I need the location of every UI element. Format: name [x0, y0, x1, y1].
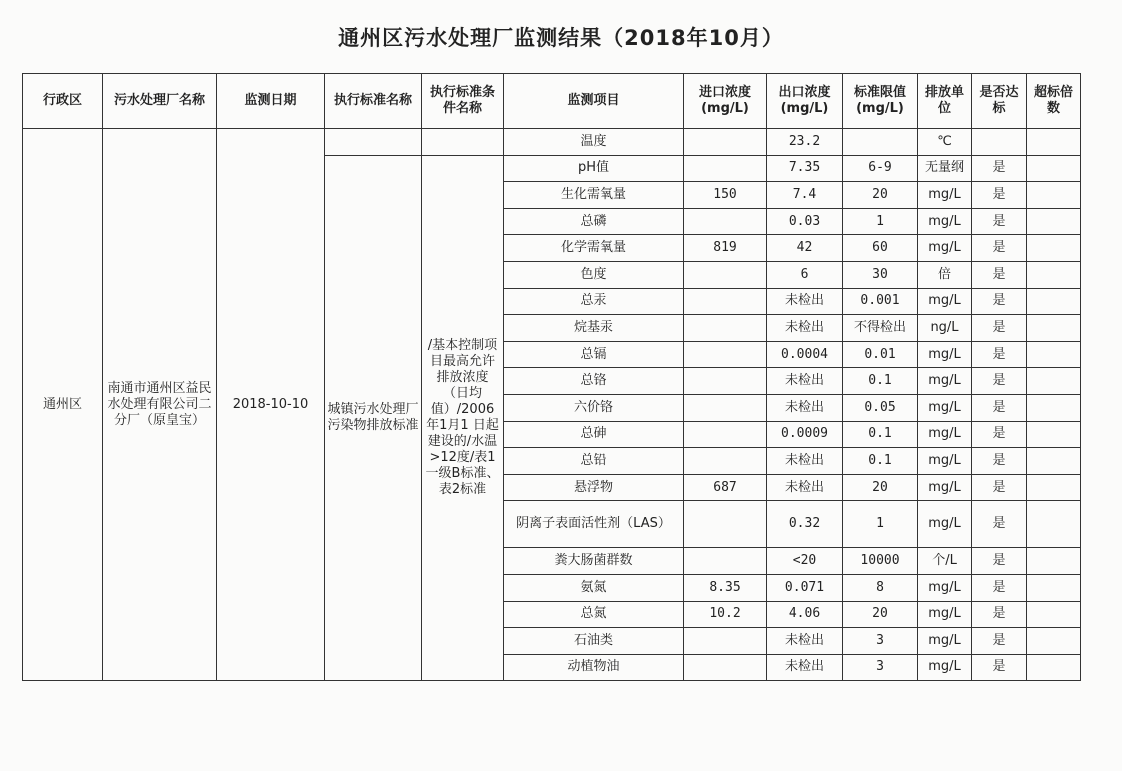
limit-cell: 3 — [843, 654, 918, 681]
compliant-cell: 是 — [972, 474, 1027, 501]
limit-cell: 0.05 — [843, 394, 918, 421]
compliant-cell: 是 — [972, 288, 1027, 315]
item-cell: 石油类 — [504, 628, 684, 655]
inlet-cell: 687 — [684, 474, 767, 501]
inlet-cell — [684, 261, 767, 288]
exceed-cell — [1027, 501, 1081, 548]
inlet-cell — [684, 548, 767, 575]
item-cell: 温度 — [504, 129, 684, 156]
item-cell: 生化需氧量 — [504, 182, 684, 209]
outlet-cell: 0.0004 — [767, 341, 843, 368]
unit-cell: mg/L — [918, 394, 972, 421]
outlet-cell: 0.03 — [767, 208, 843, 235]
inlet-cell — [684, 288, 767, 315]
unit-cell: ng/L — [918, 315, 972, 342]
unit-cell: mg/L — [918, 421, 972, 448]
limit-cell: 30 — [843, 261, 918, 288]
header-unit: 排放单位 — [918, 74, 972, 129]
outlet-cell: 0.0009 — [767, 421, 843, 448]
item-cell: 烷基汞 — [504, 315, 684, 342]
compliant-cell: 是 — [972, 654, 1027, 681]
unit-cell: 倍 — [918, 261, 972, 288]
item-cell: 粪大肠菌群数 — [504, 548, 684, 575]
table-body — [23, 129, 1081, 681]
inlet-cell — [684, 654, 767, 681]
report-title: 通州区污水处理厂监测结果（2018年10月） — [338, 26, 784, 50]
compliant-cell: 是 — [972, 368, 1027, 395]
item-cell: pH值 — [504, 155, 684, 182]
unit-cell: mg/L — [918, 601, 972, 628]
exceed-cell — [1027, 474, 1081, 501]
exceed-cell — [1027, 129, 1081, 156]
unit-cell: mg/L — [918, 628, 972, 655]
compliant-cell: 是 — [972, 341, 1027, 368]
limit-cell — [843, 129, 918, 156]
limit-cell: 20 — [843, 474, 918, 501]
standard-name-cell: 城镇污水处理厂污染物排放标准 — [325, 155, 422, 681]
exceed-cell — [1027, 548, 1081, 575]
limit-cell: 3 — [843, 628, 918, 655]
exceed-cell — [1027, 235, 1081, 262]
unit-cell: mg/L — [918, 341, 972, 368]
outlet-cell: 0.071 — [767, 574, 843, 601]
outlet-cell: 7.35 — [767, 155, 843, 182]
outlet-cell: 未检出 — [767, 288, 843, 315]
compliant-cell: 是 — [972, 548, 1027, 575]
outlet-cell: <20 — [767, 548, 843, 575]
compliant-cell: 是 — [972, 628, 1027, 655]
exceed-cell — [1027, 288, 1081, 315]
outlet-cell: 未检出 — [767, 474, 843, 501]
inlet-cell — [684, 208, 767, 235]
limit-cell: 不得检出 — [843, 315, 918, 342]
exceed-cell — [1027, 448, 1081, 475]
inlet-cell: 10.2 — [684, 601, 767, 628]
inlet-cell — [684, 394, 767, 421]
exceed-cell — [1027, 315, 1081, 342]
header-condition: 执行标准条件名称 — [422, 74, 504, 129]
outlet-cell: 未检出 — [767, 394, 843, 421]
monitor-date-cell: 2018-10-10 — [217, 129, 325, 681]
limit-cell: 20 — [843, 182, 918, 209]
limit-cell: 1 — [843, 208, 918, 235]
limit-cell: 0.1 — [843, 368, 918, 395]
unit-cell: 个/L — [918, 548, 972, 575]
inlet-cell: 8.35 — [684, 574, 767, 601]
inlet-cell — [684, 628, 767, 655]
unit-cell: mg/L — [918, 501, 972, 548]
monitoring-results-table — [22, 73, 1081, 681]
outlet-cell: 未检出 — [767, 448, 843, 475]
unit-cell: mg/L — [918, 208, 972, 235]
outlet-cell: 6 — [767, 261, 843, 288]
exceed-cell — [1027, 394, 1081, 421]
unit-cell: mg/L — [918, 574, 972, 601]
inlet-cell: 150 — [684, 182, 767, 209]
condition-blank-cell — [422, 129, 504, 156]
header-outlet: 出口浓度 (mg/L) — [767, 74, 843, 129]
item-cell: 动植物油 — [504, 654, 684, 681]
inlet-cell — [684, 368, 767, 395]
compliant-cell: 是 — [972, 315, 1027, 342]
inlet-cell — [684, 315, 767, 342]
standard-condition-cell: /基本控制项目最高允许排放浓度（日均值）/2006 年1月1 日起建设的/水温>12度/表1一级B标准、表2标准 — [422, 155, 504, 681]
header-exceed: 超标倍数 — [1027, 74, 1081, 129]
limit-cell: 6-9 — [843, 155, 918, 182]
compliant-cell: 是 — [972, 182, 1027, 209]
compliant-cell: 是 — [972, 155, 1027, 182]
limit-cell: 0.01 — [843, 341, 918, 368]
compliant-cell: 是 — [972, 448, 1027, 475]
item-cell: 阴离子表面活性剂（LAS） — [504, 501, 684, 548]
header-district: 行政区 — [23, 74, 103, 129]
exceed-cell — [1027, 261, 1081, 288]
exceed-cell — [1027, 368, 1081, 395]
inlet-cell — [684, 341, 767, 368]
limit-cell: 0.1 — [843, 421, 918, 448]
unit-cell: mg/L — [918, 182, 972, 209]
plant-name-cell: 南通市通州区益民水处理有限公司二分厂（原皇宝） — [103, 129, 217, 681]
outlet-cell: 未检出 — [767, 628, 843, 655]
inlet-cell — [684, 501, 767, 548]
item-cell: 总铬 — [504, 368, 684, 395]
exceed-cell — [1027, 654, 1081, 681]
compliant-cell: 是 — [972, 394, 1027, 421]
exceed-cell — [1027, 574, 1081, 601]
header-plant: 污水处理厂名称 — [103, 74, 217, 129]
item-cell: 总氮 — [504, 601, 684, 628]
standard-blank-cell — [325, 129, 422, 156]
compliant-cell: 是 — [972, 208, 1027, 235]
outlet-cell: 42 — [767, 235, 843, 262]
header-item: 监测项目 — [504, 74, 684, 129]
exceed-cell — [1027, 208, 1081, 235]
limit-cell: 8 — [843, 574, 918, 601]
limit-cell: 0.001 — [843, 288, 918, 315]
exceed-cell — [1027, 628, 1081, 655]
header-row — [23, 74, 1081, 129]
item-cell: 氨氮 — [504, 574, 684, 601]
unit-cell: mg/L — [918, 288, 972, 315]
item-cell: 总汞 — [504, 288, 684, 315]
inlet-cell — [684, 448, 767, 475]
limit-cell: 60 — [843, 235, 918, 262]
inlet-cell — [684, 155, 767, 182]
header-compliant: 是否达标 — [972, 74, 1027, 129]
exceed-cell — [1027, 182, 1081, 209]
compliant-cell: 是 — [972, 574, 1027, 601]
unit-cell: ℃ — [918, 129, 972, 156]
limit-cell: 1 — [843, 501, 918, 548]
unit-cell: mg/L — [918, 448, 972, 475]
limit-cell: 20 — [843, 601, 918, 628]
inlet-cell — [684, 421, 767, 448]
item-cell: 总砷 — [504, 421, 684, 448]
header-limit: 标准限值 (mg/L) — [843, 74, 918, 129]
compliant-cell: 是 — [972, 501, 1027, 548]
compliant-cell: 是 — [972, 261, 1027, 288]
compliant-cell: 是 — [972, 601, 1027, 628]
unit-cell: mg/L — [918, 654, 972, 681]
inlet-cell: 819 — [684, 235, 767, 262]
outlet-cell: 未检出 — [767, 654, 843, 681]
exceed-cell — [1027, 601, 1081, 628]
unit-cell: 无量纲 — [918, 155, 972, 182]
unit-cell: mg/L — [918, 368, 972, 395]
outlet-cell: 0.32 — [767, 501, 843, 548]
compliant-cell: 是 — [972, 421, 1027, 448]
exceed-cell — [1027, 341, 1081, 368]
item-cell: 总铅 — [504, 448, 684, 475]
item-cell: 悬浮物 — [504, 474, 684, 501]
unit-cell: mg/L — [918, 235, 972, 262]
limit-cell: 10000 — [843, 548, 918, 575]
table-row — [23, 129, 1081, 156]
exceed-cell — [1027, 155, 1081, 182]
exceed-cell — [1027, 421, 1081, 448]
district-cell: 通州区 — [23, 129, 103, 681]
item-cell: 色度 — [504, 261, 684, 288]
item-cell: 总磷 — [504, 208, 684, 235]
outlet-cell: 4.06 — [767, 601, 843, 628]
compliant-cell — [972, 129, 1027, 156]
outlet-cell: 未检出 — [767, 368, 843, 395]
limit-cell: 0.1 — [843, 448, 918, 475]
header-inlet: 进口浓度 (mg/L) — [684, 74, 767, 129]
item-cell: 化学需氧量 — [504, 235, 684, 262]
item-cell: 六价铬 — [504, 394, 684, 421]
unit-cell: mg/L — [918, 474, 972, 501]
compliant-cell: 是 — [972, 235, 1027, 262]
header-standard: 执行标准名称 — [325, 74, 422, 129]
outlet-cell: 未检出 — [767, 315, 843, 342]
inlet-cell — [684, 129, 767, 156]
item-cell: 总镉 — [504, 341, 684, 368]
header-date: 监测日期 — [217, 74, 325, 129]
outlet-cell: 7.4 — [767, 182, 843, 209]
outlet-cell: 23.2 — [767, 129, 843, 156]
